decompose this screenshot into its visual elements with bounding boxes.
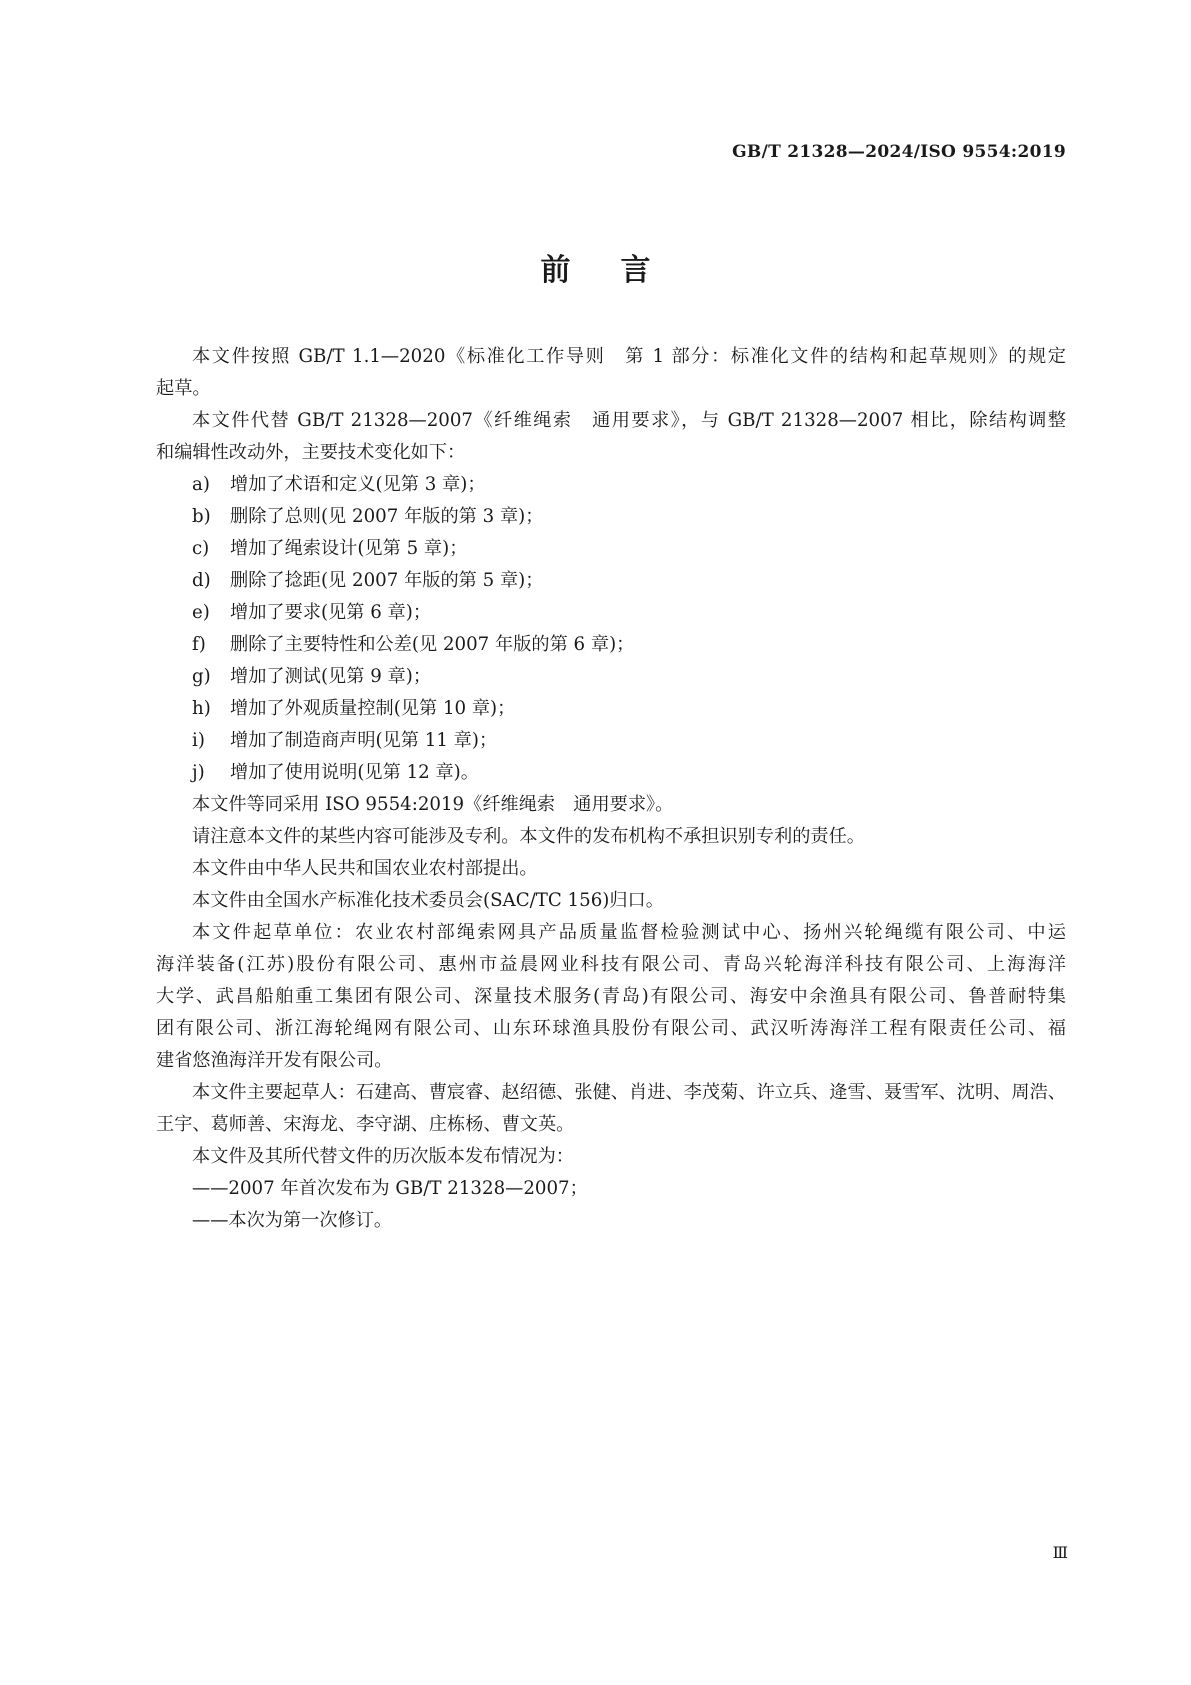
change-list-item [156, 597, 1066, 629]
list-item-text: 增加了绳索设计(见第 5 章)； [230, 538, 468, 559]
drafters-line-1: 本文件主要起草人：石建高、曹宸睿、赵绍德、张健、肖进、李茂菊、许立兵、逄雪、聂雪军、沈明、周浩、 [192, 1082, 1066, 1103]
standard-code: GB/T 21328—2024/ISO 9554:2019 [732, 142, 1066, 162]
change-list-item [156, 725, 1066, 757]
list-item-label: f) [192, 634, 206, 655]
list-item-text: 增加了要求(见第 6 章)； [230, 602, 432, 623]
change-list-item [156, 565, 1066, 597]
list-item-label: j) [192, 762, 205, 783]
list-item-text: 删除了捻距(见 2007 年版的第 5 章)； [230, 570, 544, 591]
change-list-item [156, 661, 1066, 693]
paragraph-basis-line-2: 起草。 [156, 378, 211, 399]
list-item-label: i) [192, 730, 205, 751]
paragraph-basis-line-1: 本文件按照 GB/T 1.1—2020《标准化工作导则 第 1 部分：标准化文件的结构和起草规则》的规定 [192, 346, 1066, 367]
list-item-label: a) [192, 474, 210, 495]
change-list-item [156, 469, 1066, 501]
list-item-label: b) [192, 506, 211, 527]
list-item-text: 增加了使用说明(见第 12 章)。 [230, 762, 479, 783]
list-item-label: d) [192, 570, 211, 591]
history-intro: 本文件及其所代替文件的历次版本发布情况为： [192, 1146, 574, 1167]
paragraph-replacement-line-2: 和编辑性改动外，主要技术变化如下： [156, 442, 466, 463]
history-item: ——2007 年首次发布为 GB/T 21328—2007； [192, 1178, 588, 1199]
list-item-text: 删除了总则(见 2007 年版的第 3 章)； [230, 506, 544, 527]
change-list-item [156, 629, 1066, 661]
page-number: Ⅲ [1052, 1543, 1067, 1562]
list-item-text: 增加了术语和定义(见第 3 章)； [230, 474, 486, 495]
statement-centralized: 本文件由全国水产标准化技术委员会(SAC/TC 156)归口。 [192, 890, 664, 911]
change-list-item [156, 533, 1066, 565]
drafters-line-2: 王宇、葛师善、宋海龙、李守湖、庄栋杨、曹文英。 [156, 1114, 575, 1135]
statement-proposer: 本文件由中华人民共和国农业农村部提出。 [192, 858, 538, 879]
drafting-units-line-4: 团有限公司、浙江海轮绳网有限公司、山东环球渔具股份有限公司、武汉听涛海洋工程有限责任公司、福 [156, 1018, 1066, 1039]
drafting-units-line-1: 本文件起草单位：农业农村部绳索网具产品质量监督检验测试中心、扬州兴轮绳缆有限公司、中运 [192, 922, 1066, 943]
list-item-text: 增加了制造商声明(见第 11 章)； [230, 730, 498, 751]
change-list-item [156, 757, 1066, 789]
list-item-text: 增加了外观质量控制(见第 10 章)； [230, 698, 516, 719]
drafting-units-line-2: 海洋装备(江苏)股份有限公司、惠州市益晨网业科技有限公司、青岛兴轮海洋科技有限公司、上海海洋 [156, 954, 1066, 975]
page-title: 前言 [540, 253, 701, 288]
list-item-label: g) [192, 666, 211, 687]
list-item-text: 增加了测试(见第 9 章)； [230, 666, 432, 687]
list-item-label: h) [192, 698, 211, 719]
list-item-label: c) [192, 538, 210, 559]
change-list-item [156, 501, 1066, 533]
statement-equivalence: 本文件等同采用 ISO 9554:2019《纤维绳索 通用要求》。 [192, 794, 674, 815]
document-body [156, 341, 1066, 1237]
statement-patent: 请注意本文件的某些内容可能涉及专利。本文件的发布机构不承担识别专利的责任。 [192, 826, 865, 847]
paragraph-replacement-line-1: 本文件代替 GB/T 21328—2007《纤维绳索 通用要求》，与 GB/T 21328—2007 相比，除结构调整 [192, 410, 1066, 431]
change-list-item [156, 693, 1066, 725]
list-item-label: e) [192, 602, 210, 623]
drafting-units-line-5: 建省悠渔海洋开发有限公司。 [156, 1050, 393, 1071]
history-item: ——本次为第一次修订。 [192, 1210, 393, 1231]
drafting-units-line-3: 大学、武昌船舶重工集团有限公司、深量技术服务(青岛)有限公司、海安中余渔具有限公司、鲁普耐特集 [156, 986, 1066, 1007]
list-item-text: 删除了主要特性和公差(见 2007 年版的第 6 章)； [230, 634, 635, 655]
